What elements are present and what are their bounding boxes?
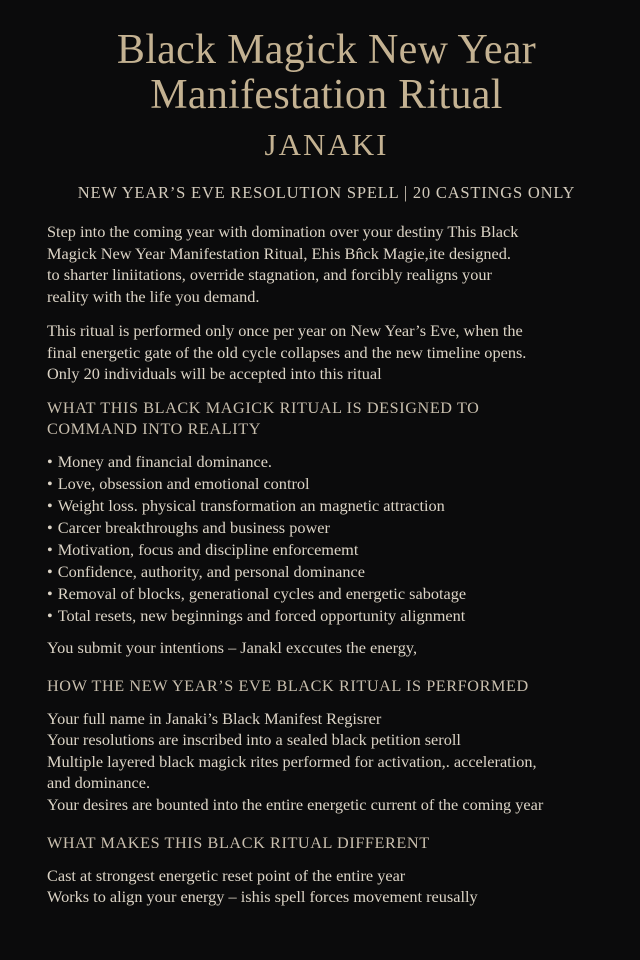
performed-line: Multiple layered black magick rites performed for activation,. acceleration, <box>47 751 537 771</box>
list-item: • Money and financial dominance. <box>47 451 606 473</box>
list-item: • Carcer breakthroughs and business power <box>47 517 606 539</box>
intro-line: Step into the coming year with domination over your destiny This Black <box>47 222 519 241</box>
intro-line: to sharter liniitations, override stagnation, and forcibly realigns your <box>47 265 492 284</box>
list-item: • Removal of blocks, generational cycles and energetic sabotage <box>47 583 606 605</box>
performed-section-heading: HOW THE NEW YEAR’S EVE BLACK RITUAL IS PERFORMED <box>47 677 529 695</box>
title-line-1: Black Magick New Year <box>116 27 537 73</box>
intentions-list <box>47 451 606 627</box>
title-line-2: Manifestation Ritual <box>150 72 503 118</box>
different-paragraph <box>47 865 606 908</box>
performed-line: Your resolutions are inscribed into a sealed black petition seroll <box>47 730 461 749</box>
page-title <box>47 28 606 118</box>
author-name: JANAKI <box>264 127 389 162</box>
performed-line: Your full name in Janaki’s Black Manifest Regisrer <box>47 708 382 728</box>
intro-paragraph <box>47 221 606 307</box>
different-line: Cast at strongest energetic reset point of the entire year <box>47 865 406 885</box>
timing-paragraph <box>47 320 606 385</box>
timing-line: final energetic gate of the old cycle collapses and the new timeline opens. <box>47 342 527 362</box>
designed-section-heading <box>47 398 606 441</box>
list-item: • Total resets, new beginnings and forced opportunity alignment <box>47 605 606 627</box>
different-line: Works to align your energy – ishis spell forces movement reusally <box>47 887 478 906</box>
heading-line: WHAT THIS BLACK MAGICK RITUAL IS DESIGNED TO <box>47 398 480 417</box>
performed-line: Your desires are bounted into the entire energetic current of the coming year <box>47 794 544 814</box>
intro-line: reality with the life you demand. <box>47 286 260 306</box>
list-item: • Love, obsession and emotional control <box>47 473 606 495</box>
timing-line: Only 20 individuals will be accepted into this ritual <box>47 364 382 383</box>
list-item: • Confidence, authority, and personal dominance <box>47 561 606 583</box>
performed-paragraph <box>47 708 606 816</box>
intro-line: Magick New Year Manifestation Ritual, Ehis Bn̂ck Magie,ite designed. <box>47 243 511 263</box>
subtitle: NEW YEAR’S EVE RESOLUTION SPELL | 20 CASTINGS ONLY <box>77 183 576 202</box>
list-item: • Weight loss. physical transformation an magnetic attraction <box>47 495 606 517</box>
closing-line: You submit your intentions – Janakl exccutes the energy, <box>47 637 418 657</box>
performed-line: and dominance. <box>47 773 151 792</box>
heading-line: COMMAND INTO REALITY <box>47 420 262 438</box>
list-item: • Motivation, focus and discipline enforcememt <box>47 539 606 561</box>
different-section-heading: WHAT MAKES THIS BLACK RITUAL DIFFERENT <box>47 834 430 852</box>
timing-line: This ritual is performed only once per year on New Year’s Eve, when the <box>47 321 523 340</box>
